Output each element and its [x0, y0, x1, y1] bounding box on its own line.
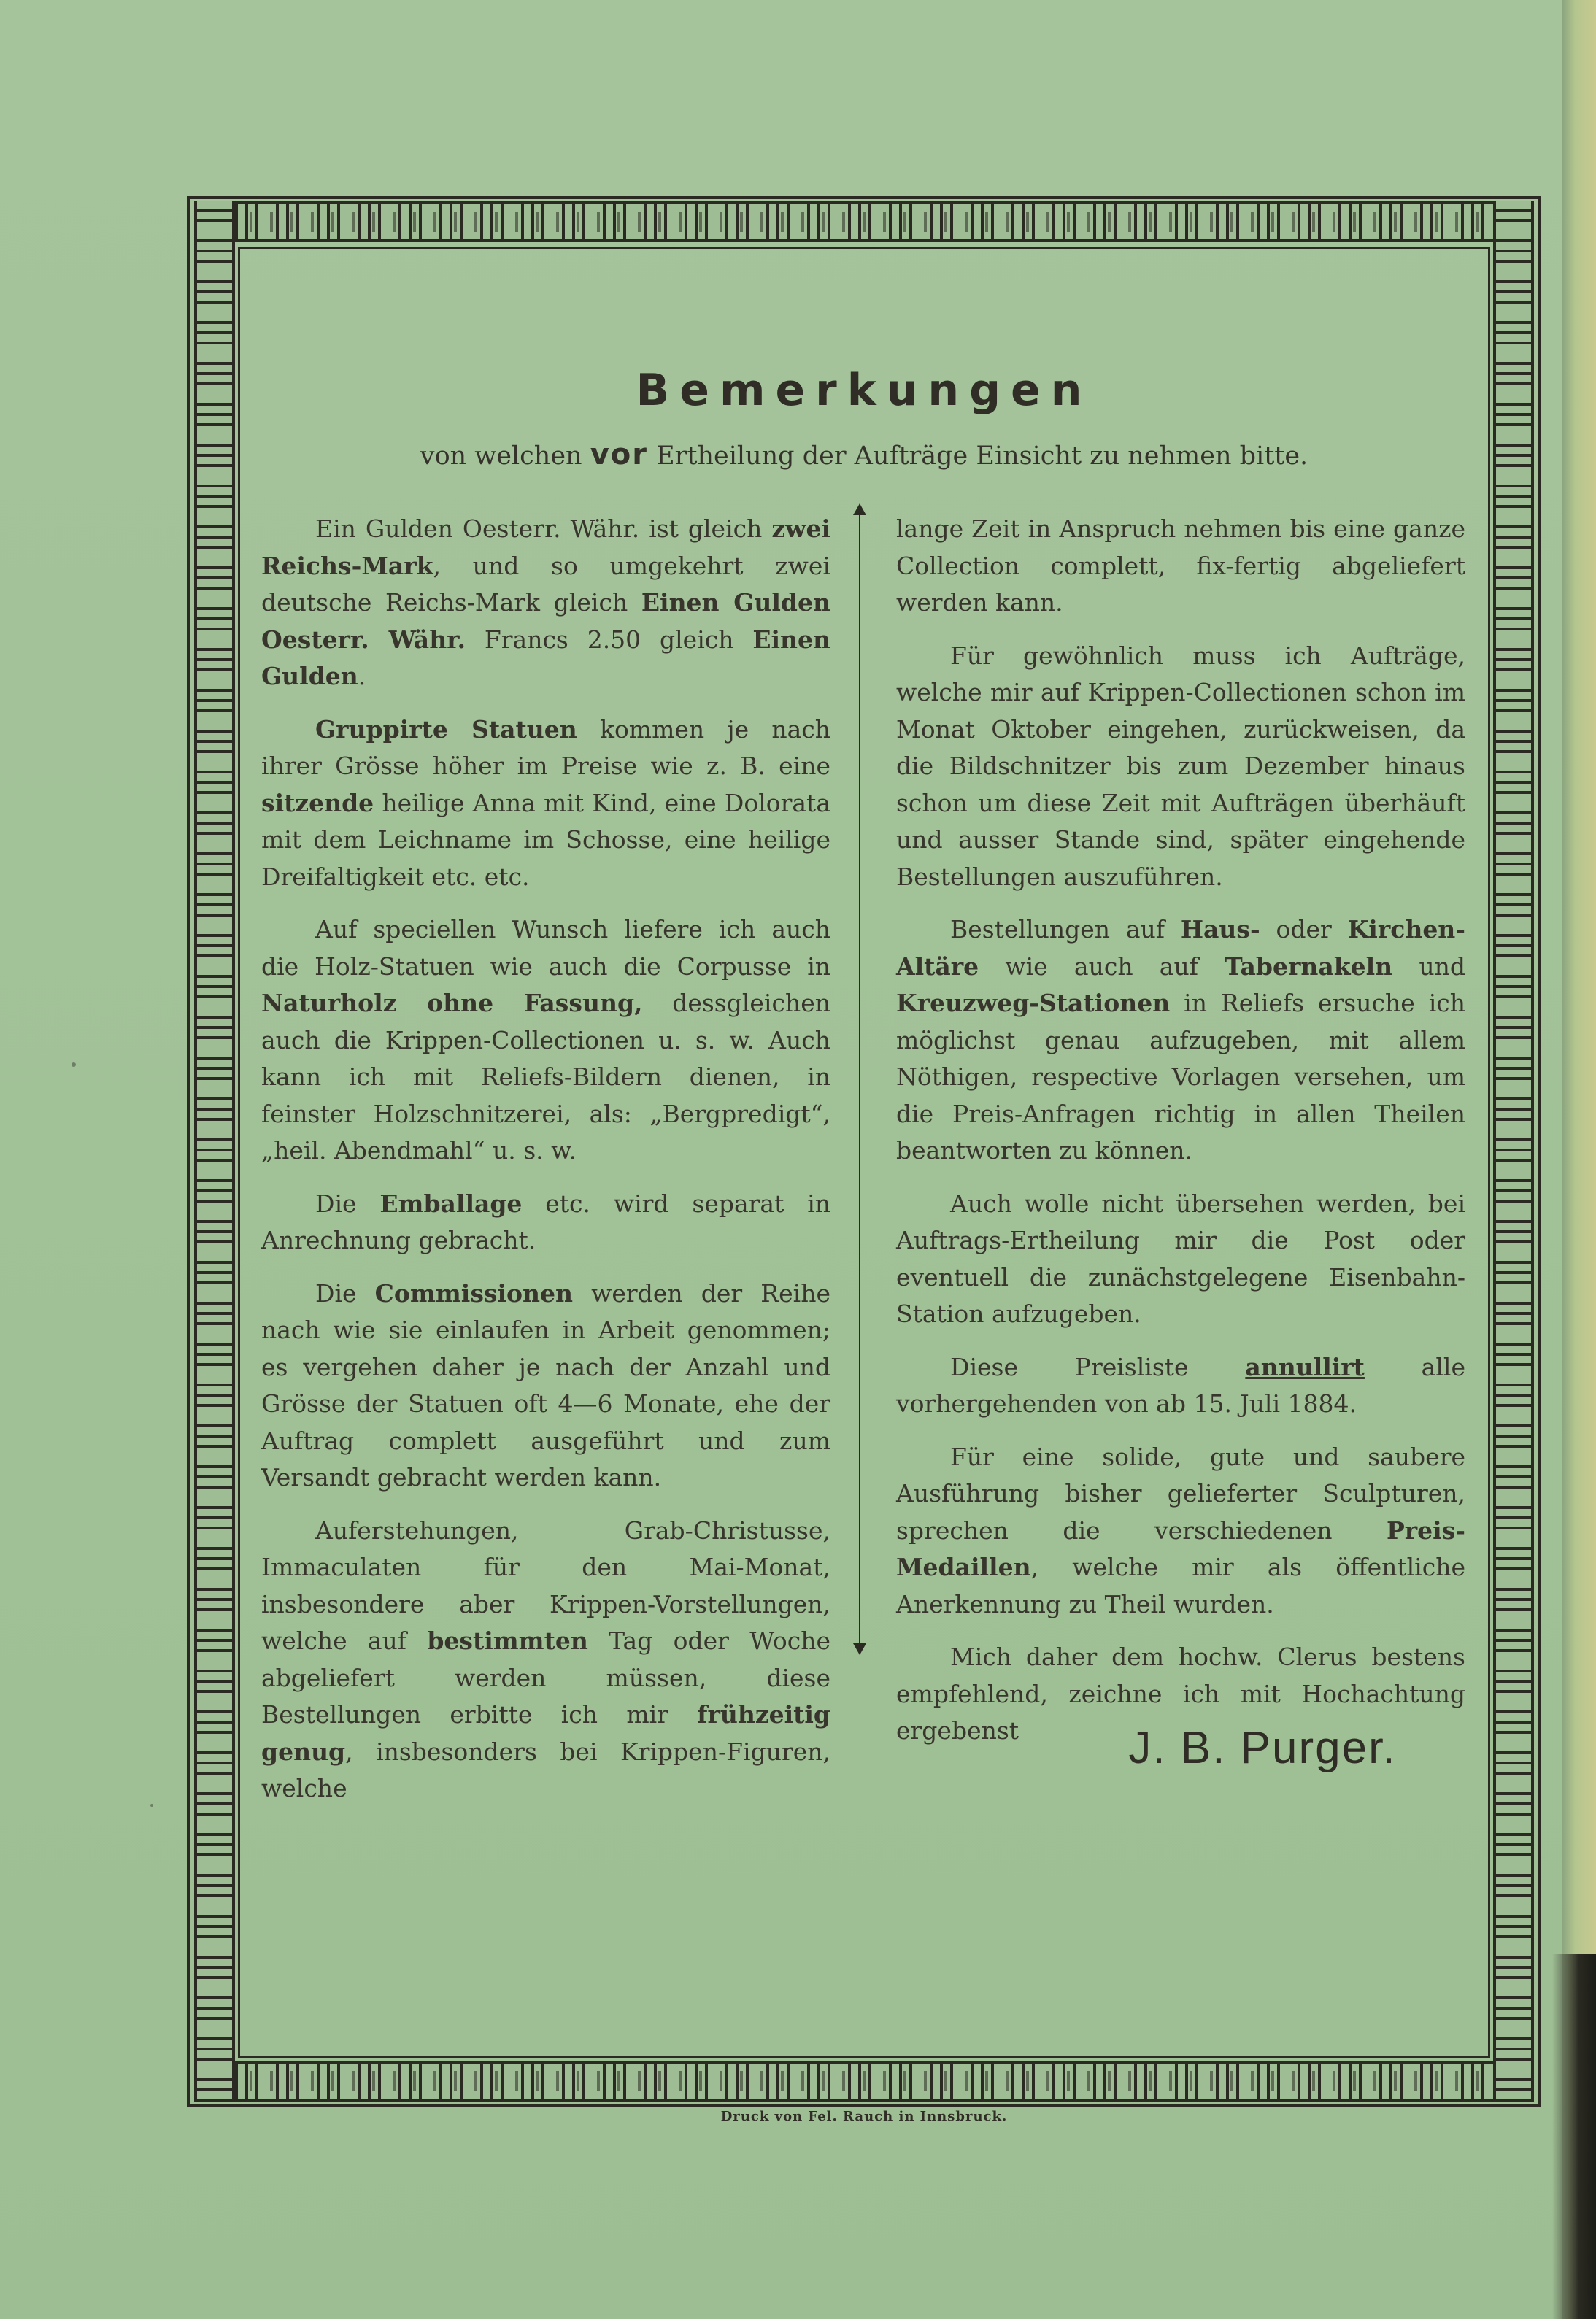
paper-speck [150, 1804, 153, 1807]
paragraph-medals: Für eine solide, gute und saubere Ausführung bisher gelieferter Sculpturen, sprechen die verschiedenen Preis-Medaillen, welche mir als öffentliche Anerkennung zu Theil wurden. [896, 1442, 1465, 1618]
meander-border-left [194, 201, 235, 2102]
meander-border-top [194, 201, 1534, 242]
divider-arrow-bottom [853, 1643, 866, 1655]
paragraph-commissions: Die Commissionen werden der Reihe nach wie sie einlaufen in Arbeit genommen; es vergehen daher je nach der Anzahl und Grösse der Statuen oft 4—6 Monate, ehe der Auftrag complett ausgeführt und zum Versandt gebracht werden kann. [261, 1278, 830, 1492]
subtitle: von welchen vor Ertheilung der Aufträge Einsicht zu nehmen bitte. [420, 438, 1308, 471]
signature: J. B. Purger. [1128, 1723, 1397, 1773]
paragraph-closing: Mich daher dem hochw. Clerus bestens empfehlend, zeichne ich mit Hochachtung ergebenst [896, 1643, 1465, 1745]
paragraph-grouped-statues: Gruppirte Statuen kommen je nach ihrer Grösse höher im Preise wie z. B. eine sitzende heilige Anna mit Kind, eine Dolorata mit dem Leichname im Schosse, eine heilige Dreifaltigkeit etc. etc. [261, 714, 830, 891]
paragraph-packaging: Die Emballage etc. wird separat in Anrechnung gebracht. [261, 1189, 831, 1254]
paragraph-currency: Ein Gulden Oesterr. Währ. ist gleich zwei Reichs-Mark, und so umgekehrt zwei deutsche Reichs-Mark gleich Einen Gulden Oesterr. Währ. Francs 2.50 gleich Einen Gulden. [261, 514, 830, 690]
right-column [896, 511, 1465, 1766]
paragraph-crib-orders: Für gewöhnlich muss ich Aufträge, welche mir auf Krippen-Collectionen schon im Monat Oktober eingehen, zurückweisen, da die Bildschnitzer bis zum Dezember hinaus schon um diese Zeit mit Aufträgen überhäuft und ausser Stande sind, später eingehende Bestellungen auszuführen. [896, 641, 1465, 891]
paragraph-post-station: Auch wolle nicht übersehen werden, bei Auftrags-Ertheilung mir die Post oder eventuell die zunächstgelegene Eisenbahn-Station aufzugeben. [896, 1189, 1465, 1328]
subtitle-emphasis: vor [590, 438, 648, 471]
meander-border-right [1493, 201, 1534, 2102]
meander-border-bottom [194, 2061, 1534, 2102]
paragraph-continuation: lange Zeit in Anspruch nehmen bis eine ganze Collection complett, fix-fertig abgeliefert werden kann. [896, 514, 1465, 617]
paragraph-resurrections: Auferstehungen, Grab-Christusse, Immaculaten für den Mai-Monat, insbesondere aber Krippen-Vorstellungen, welche auf bestimmten Tag oder Woche abgeliefert werden müssen, diese Bestellungen erbitte ich mir frühzeitig genug, insbesonders bei Krippen-Figuren, welche [261, 1516, 831, 1802]
paragraph-natural-wood: Auf speciellen Wunsch liefere ich auch die Holz-Statuen wie auch die Corpusse in Naturholz ohne Fassung, dessgleichen auch die Krippen-Collectionen u. s. w. Auch kann ich mit Reliefs-Bildern dienen, in feinster Holzschnitzerei, als: „Bergpredigt“, „heil. Abendmahl“ u. s. w. [261, 915, 830, 1165]
column-divider [859, 511, 860, 1649]
binding-shadow [1552, 1954, 1596, 2319]
paper-speck [72, 1062, 76, 1067]
paragraph-altars: Bestellungen auf Haus- oder Kirchen-Altäre wie auch auf Tabernakeln und Kreuzweg-Stationen in Reliefs ersuche ich möglichst genau aufzugeben, mit allem Nöthigen, respective Vorlagen versehen, um die Preis-Anfragen richtig in allen Theilen beantworten zu können. [896, 915, 1465, 1165]
paragraph-price-list: Diese Preisliste annullirt alle vorhergehenden von ab 15. Juli 1884. [896, 1352, 1465, 1418]
left-column [261, 511, 830, 1824]
printer-imprint: Druck von Fel. Rauch in Innsbruck. [720, 2109, 1008, 2124]
page-title: Bemerkungen [636, 365, 1092, 416]
